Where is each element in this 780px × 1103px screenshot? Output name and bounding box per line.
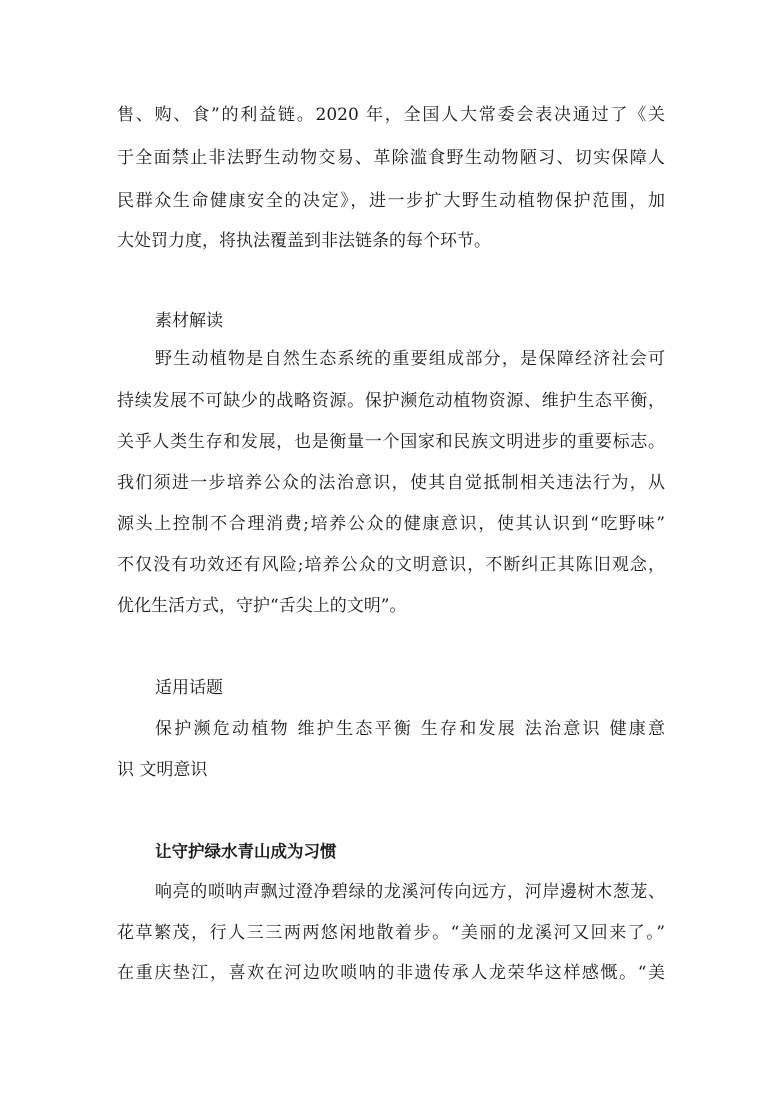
paragraph-line: 野生动植物是自然生态系统的重要组成部分，是保障经济社会可 — [155, 349, 665, 369]
paragraph-line: 花草繁茂，行人三三两两悠闲地散着步。“美丽的龙溪河又回来了。” — [117, 923, 665, 943]
paragraph-line: 售、购、食”的利益链。2020 年，全国人大常委会表决通过了《关 — [117, 105, 665, 125]
article-title: 让守护绿水青山成为习惯 — [155, 842, 337, 861]
paragraph-line: 民群众生命健康安全的决定》，进一步扩大野生动植物保护范围，加 — [117, 191, 665, 211]
paragraph-line: 持续发展不可缺少的战略资源。保护濒危动植物资源、维护生态平衡， — [117, 391, 665, 411]
paragraph-line: 在重庆垫江，喜欢在河边吹唢呐的非遗传承人龙荣华这样感慨。“美 — [117, 963, 665, 983]
paragraph-line: 优化生活方式，守护“舌尖上的文明”。 — [117, 596, 407, 616]
paragraph-line: 不仅没有功效还有风险;培养公众的文明意识，不断纠正其陈旧观念， — [117, 555, 665, 575]
paragraph-line: 于全面禁止非法野生动物交易、革除滥食野生动物陋习、切实保障人 — [117, 148, 665, 168]
paragraph-line: 我们须进一步培养公众的法治意识，使其自觉抵制相关违法行为，从 — [117, 473, 665, 493]
paragraph-line: 关乎人类生存和发展，也是衡量一个国家和民族文明进步的重要标志。 — [117, 432, 665, 452]
paragraph-line: 源头上控制不合理消费;培养公众的健康意识，使其认识到“吃野味” — [117, 514, 665, 534]
paragraph-line: 响亮的唢呐声飘过澄净碧绿的龙溪河传向远方，河岸邊树木葱茏、 — [155, 882, 665, 902]
topics-line: 保护濒危动植物 维护生态平衡 生存和发展 法治意识 健康意 — [155, 719, 665, 739]
topics-line: 识 文明意识 — [117, 760, 208, 780]
section-heading-material-interpretation: 素材解读 — [155, 311, 223, 331]
section-heading-applicable-topics: 适用话题 — [155, 678, 223, 698]
paragraph-line: 大处罚力度，将执法覆盖到非法链条的每个环节。 — [117, 231, 491, 251]
